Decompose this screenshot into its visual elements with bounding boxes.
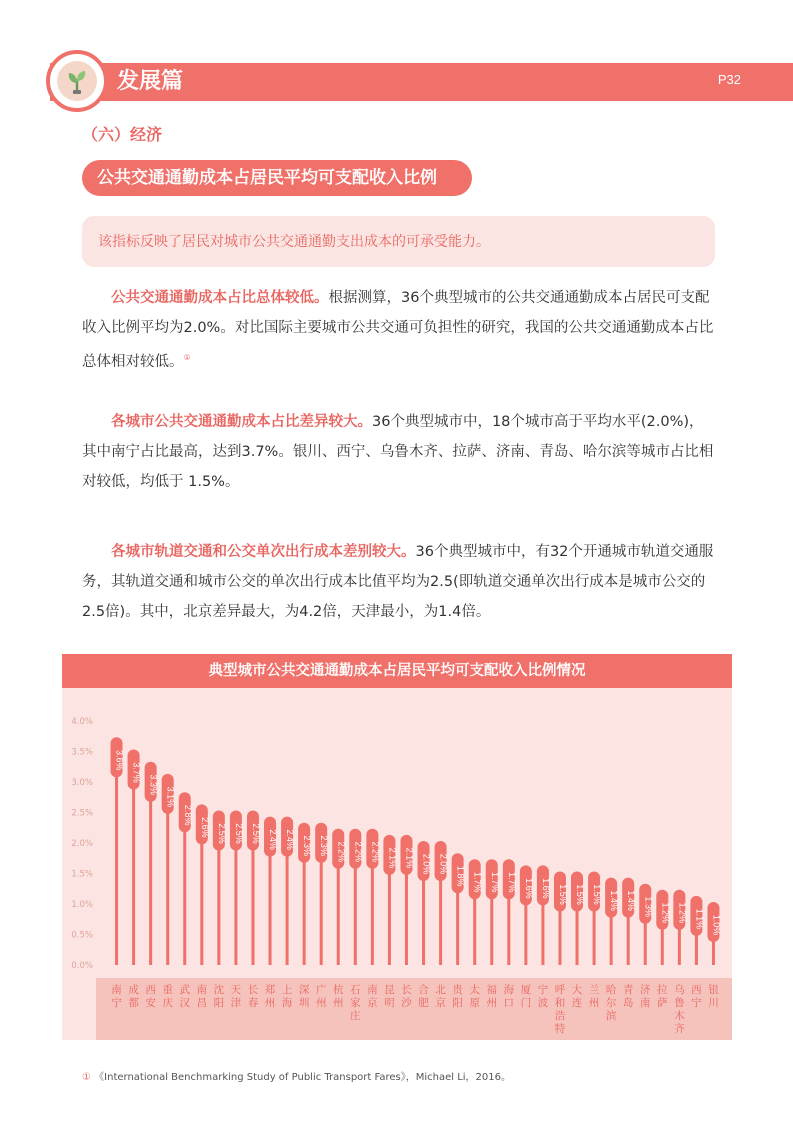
x-tick-label: 沙 (401, 997, 412, 1009)
x-tick-label: 武 (179, 984, 190, 996)
x-tick-label: 兰 (588, 984, 600, 996)
x-tick-label: 成 (128, 984, 139, 996)
data-label: 2.5% (216, 823, 227, 844)
data-label: 3.6% (114, 750, 125, 771)
data-label: 2.2% (336, 841, 347, 863)
x-tick-label: 深 (298, 984, 310, 996)
y-tick-label: 3.0% (71, 778, 93, 788)
x-tick-label: 海 (281, 997, 293, 1009)
x-tick-label: 口 (503, 997, 515, 1009)
y-tick-label: 0.5% (71, 930, 93, 941)
data-label: 2.1% (387, 847, 398, 869)
data-label: 2.5% (233, 823, 244, 844)
x-tick-label: 州 (333, 997, 344, 1009)
data-label: 2.8% (182, 804, 193, 826)
x-tick-label: 沈 (213, 984, 225, 996)
x-tick-label: 南 (640, 997, 651, 1009)
data-label: 2.3% (302, 835, 313, 856)
data-label: 1.8% (455, 865, 466, 887)
x-tick-label: 鲁 (674, 997, 685, 1009)
paragraph-lead: 公共交通通勤成本占比总体较低。 (111, 290, 329, 306)
x-tick-label: 长 (401, 984, 412, 996)
paragraph-lead: 各城市公共交通通勤成本占比差异较大。 (111, 414, 372, 430)
subtitle-text: 公共交通通勤成本占居民平均可支配收入比例 (97, 168, 437, 188)
x-tick-label: 天 (230, 984, 242, 996)
footnote-mark: ① (82, 1072, 91, 1083)
data-label: 2.1% (404, 847, 415, 869)
lightbulb-plant-icon (57, 61, 97, 101)
y-tick-label: 2.0% (71, 839, 93, 849)
x-tick-label: 和 (554, 997, 566, 1009)
paragraph-body: 根据测算，36个典型城市的公共交通通勤成本占居民可支配收入比例平均为2.0%。对比国际主要城市公共交通可负担性的研究，我国的公共交通通勤成本占比总体相对较低。 (82, 290, 714, 370)
data-label: 1.6% (540, 878, 551, 899)
data-label: 1.0% (711, 914, 722, 936)
x-tick-label: 京 (367, 997, 378, 1009)
x-tick-label: 昌 (196, 997, 208, 1009)
data-label: 1.5% (575, 884, 586, 905)
x-tick-label: 阳 (452, 997, 463, 1009)
paragraph-1 (82, 283, 718, 377)
data-label: 3.3% (148, 774, 159, 795)
x-tick-label: 滨 (605, 1010, 617, 1022)
x-tick-label: 重 (162, 984, 173, 996)
data-label: 1.1% (694, 908, 705, 930)
x-tick-label: 广 (315, 984, 327, 996)
x-tick-label: 上 (281, 984, 293, 996)
data-label: 3.7% (131, 762, 142, 783)
data-label: 2.6% (199, 817, 210, 838)
x-tick-label: 昆 (384, 984, 395, 996)
x-tick-label: 合 (418, 984, 429, 996)
data-label: 1.4% (609, 890, 620, 911)
data-label: 1.6% (523, 878, 534, 899)
bar-chart (62, 688, 732, 1040)
x-tick-label: 郑 (264, 984, 276, 996)
x-tick-label: 西 (145, 984, 156, 996)
x-tick-label: 汉 (179, 997, 190, 1009)
data-label: 1.2% (677, 902, 688, 924)
x-tick-label: 阳 (213, 997, 225, 1009)
x-tick-label: 岛 (622, 997, 634, 1009)
x-tick-label: 京 (435, 997, 446, 1009)
x-tick-label: 宁 (537, 984, 549, 996)
x-tick-label: 圳 (298, 997, 310, 1009)
x-tick-label: 南 (367, 984, 378, 996)
x-tick-label: 川 (708, 997, 719, 1009)
x-tick-label: 青 (622, 984, 634, 996)
x-tick-label: 波 (537, 997, 549, 1009)
x-tick-label: 哈 (605, 984, 617, 996)
x-tick-label: 连 (571, 997, 583, 1009)
y-tick-label: 4.0% (71, 717, 93, 727)
x-tick-label: 都 (128, 997, 139, 1009)
paragraph-3 (82, 537, 718, 627)
x-tick-label: 萨 (657, 997, 668, 1009)
x-tick-label: 明 (384, 997, 395, 1009)
footnote (82, 1068, 511, 1083)
data-label: 1.7% (472, 872, 483, 893)
paragraph-lead: 各城市轨道交通和公交单次出行成本差别较大。 (111, 544, 416, 560)
x-tick-label: 浩 (554, 1010, 566, 1022)
data-label: 2.0% (438, 853, 449, 875)
data-label: 1.2% (660, 902, 671, 924)
paragraph-body: 36个典型城市中，18个城市高于平均水平(2.0%)，其中南宁占比最高，达到3.7%。银川、西宁、乌鲁木齐、拉萨、济南、青岛、哈尔滨等城市占比相对较低，均低于 1.5%。 (82, 414, 714, 490)
x-tick-label: 家 (350, 997, 361, 1009)
x-tick-label: 长 (247, 984, 259, 996)
x-tick-label: 原 (469, 997, 480, 1009)
data-label: 2.2% (370, 841, 381, 863)
y-tick-label: 1.5% (71, 869, 93, 880)
x-tick-label: 乌 (674, 984, 685, 996)
x-tick-label: 安 (145, 997, 156, 1009)
x-tick-label: 州 (315, 997, 327, 1009)
x-tick-label: 厦 (520, 984, 532, 996)
x-tick-label: 庆 (162, 997, 173, 1009)
data-label: 1.4% (626, 890, 637, 911)
data-label: 2.2% (353, 841, 364, 863)
x-tick-label: 州 (264, 997, 276, 1009)
x-tick-label: 拉 (657, 984, 668, 996)
x-tick-label: 特 (554, 1023, 566, 1035)
x-tick-label: 肥 (418, 997, 429, 1009)
data-label: 1.7% (489, 872, 500, 893)
x-tick-label: 尔 (605, 997, 617, 1009)
x-tick-label: 济 (640, 984, 651, 996)
x-tick-label: 西 (691, 984, 702, 996)
data-label: 3.1% (165, 786, 176, 808)
y-tick-label: 0.0% (71, 961, 93, 971)
x-tick-label: 庄 (350, 1010, 361, 1022)
x-tick-label: 木 (674, 1010, 685, 1022)
paragraph-body: 36个典型城市中，有32个开通城市轨道交通服务，其轨道交通和城市公交的单次出行成本比值平均为2.5(即轨道交通单次出行成本是城市公交的2.5倍)。其中，北京差异最大，为4.2倍，天津最小，为1.4倍。 (82, 544, 714, 620)
footnote-ref: ① (183, 353, 191, 362)
data-label: 2.0% (421, 853, 432, 875)
y-tick-label: 2.5% (71, 808, 93, 819)
note-text: 该指标反映了居民对城市公共交通通勤支出成本的可承受能力。 (98, 234, 490, 250)
x-tick-label: 津 (230, 997, 242, 1009)
data-label: 1.5% (592, 884, 603, 905)
data-label: 2.5% (250, 823, 261, 844)
footnote-text: 《International Benchmarking Study of Public Transport Fares》，Michael Li，2016。 (94, 1072, 511, 1083)
x-tick-label: 门 (520, 997, 532, 1009)
x-tick-label: 宁 (691, 997, 702, 1009)
logo (46, 50, 108, 112)
page-number: P32 (717, 72, 741, 87)
data-label: 1.7% (506, 872, 517, 893)
data-label: 2.3% (319, 835, 330, 856)
y-tick-label: 1.0% (71, 900, 93, 910)
section-title: （六）经济 (82, 125, 163, 144)
data-label: 1.3% (643, 896, 654, 917)
x-tick-label: 海 (503, 984, 515, 996)
x-tick-label: 银 (708, 984, 719, 996)
data-label: 2.4% (268, 829, 279, 850)
data-label: 2.4% (285, 829, 296, 850)
x-tick-label: 福 (486, 984, 497, 996)
x-tick-label: 南 (111, 984, 122, 996)
x-tick-label: 州 (588, 997, 600, 1009)
data-label: 1.5% (557, 884, 568, 905)
chart-title: 典型城市公共交通通勤成本占居民平均可支配收入比例情况 (208, 663, 586, 679)
y-tick-label: 3.5% (71, 747, 93, 758)
x-tick-label: 石 (350, 984, 361, 996)
paragraph-2 (82, 407, 718, 497)
x-tick-label: 州 (486, 997, 497, 1009)
x-tick-label: 宁 (111, 997, 122, 1009)
x-tick-label: 太 (469, 984, 480, 996)
x-tick-label: 北 (435, 984, 446, 996)
x-tick-label: 杭 (333, 984, 344, 996)
x-tick-label: 南 (196, 984, 208, 996)
x-tick-label: 贵 (452, 984, 463, 996)
x-tick-label: 呼 (554, 984, 566, 996)
x-tick-label: 大 (571, 984, 583, 996)
x-tick-label: 齐 (674, 1023, 685, 1035)
header-title: 发展篇 (117, 69, 184, 94)
x-tick-label: 春 (247, 997, 259, 1009)
